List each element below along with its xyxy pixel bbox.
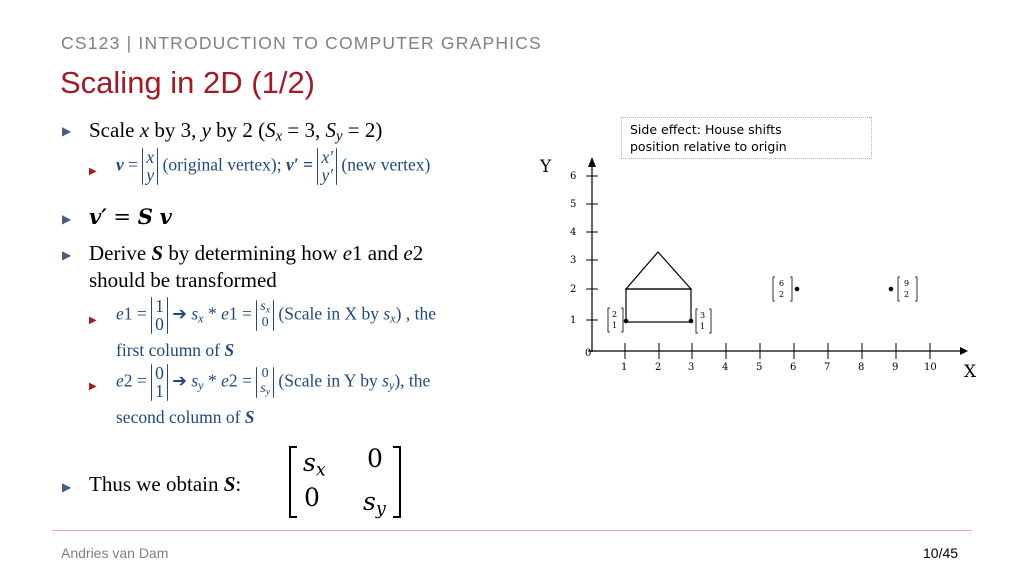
x-tick-label: 2 bbox=[655, 362, 662, 373]
y-axis-arrow bbox=[588, 157, 596, 167]
svg-text:2: 2 bbox=[904, 290, 910, 299]
point-2-1 bbox=[624, 319, 629, 324]
svg-text:9: 9 bbox=[904, 279, 910, 288]
sub-bullet-marker: ▶ bbox=[89, 315, 97, 326]
scaled-e2-vector: 0 $s_y$ bbox=[256, 367, 274, 397]
scaling-equation: v′ = S v bbox=[89, 204, 172, 229]
x-axis-label: X bbox=[964, 362, 977, 382]
y-ticks bbox=[570, 171, 598, 326]
result-text: Thus we obtain S: bbox=[89, 472, 242, 496]
point-label-6-2 bbox=[773, 277, 792, 301]
svg-text:1: 1 bbox=[700, 322, 706, 331]
bullet-marker: ▶ bbox=[62, 480, 72, 494]
sub-bullet-marker: ▶ bbox=[89, 166, 97, 177]
point-9-2 bbox=[889, 287, 894, 292]
point-label-9-2 bbox=[898, 277, 917, 301]
origin-label: 0 bbox=[585, 348, 592, 359]
sub-bullet-marker: ▶ bbox=[89, 381, 97, 392]
y-tick-label: 6 bbox=[570, 171, 577, 182]
point-label-3-1 bbox=[696, 309, 711, 333]
y-tick-label: 3 bbox=[570, 255, 577, 266]
e1-vector: 1 0 bbox=[151, 297, 168, 334]
x-tick-label: 9 bbox=[892, 362, 899, 373]
footer-divider bbox=[52, 530, 972, 531]
y-tick-label: 5 bbox=[570, 199, 577, 210]
x-tick-label: 7 bbox=[824, 362, 831, 373]
course-header: CS123 | INTRODUCTION TO COMPUTER GRAPHICS bbox=[61, 33, 542, 53]
vertex-vector: x y bbox=[142, 148, 158, 185]
e2-vector: 0 1 bbox=[151, 364, 168, 401]
arrow-right-icon: ➔ bbox=[172, 370, 187, 391]
svg-text:6: 6 bbox=[779, 279, 785, 288]
new-vertex-vector: x′ y′ bbox=[317, 148, 337, 185]
svg-text:2: 2 bbox=[779, 290, 785, 299]
y-tick-label: 2 bbox=[570, 284, 577, 295]
footer-author: Andries van Dam bbox=[61, 545, 169, 561]
x-tick-label: 6 bbox=[790, 362, 797, 373]
svg-text:1: 1 bbox=[612, 321, 618, 330]
e1-transform: e1 = 1 0 ➔ $s_x * e1$ = $s_x$ 0 (Scale in X by $s_x$) , the bbox=[116, 296, 436, 335]
x-axis-arrow bbox=[960, 347, 968, 355]
page-number: 10/45 bbox=[923, 545, 959, 561]
side-effect-note: Side effect: House shifts position relative to origin bbox=[621, 117, 872, 159]
derive-line-2: should be transformed bbox=[89, 268, 277, 292]
e2-transform: e2 = 0 1 ➔ $s_y * e2$ = 0 $s_y$ (Scale in Y by $s_y$), the bbox=[116, 363, 431, 402]
bullet-marker: ▶ bbox=[62, 248, 72, 262]
point-label-2-1 bbox=[608, 308, 623, 332]
matrix-entry-sy: $s_y$ bbox=[363, 487, 386, 520]
scaled-e1-vector: $s_x$ 0 bbox=[256, 300, 274, 330]
matrix-entry-0-top: 0 bbox=[367, 444, 383, 473]
y-tick-label: 4 bbox=[570, 227, 577, 238]
svg-text:2: 2 bbox=[612, 310, 618, 319]
matrix-entry-0-bottom: 0 bbox=[304, 483, 320, 512]
y-axis-label: Y bbox=[540, 157, 552, 177]
bullet-marker: ▶ bbox=[62, 124, 72, 138]
matrix-entry-sx: $s_x$ bbox=[303, 448, 326, 481]
point-6-2 bbox=[795, 287, 800, 292]
bullet-marker: ▶ bbox=[62, 212, 72, 226]
derive-line-1: Derive S by determining how e1 and e2 bbox=[89, 241, 424, 265]
svg-text:3: 3 bbox=[700, 311, 706, 320]
x-tick-label: 4 bbox=[722, 362, 729, 373]
x-tick-label: 5 bbox=[756, 362, 763, 373]
arrow-right-icon: ➔ bbox=[172, 303, 187, 324]
x-tick-label: 1 bbox=[621, 362, 628, 373]
x-tick-label: 10 bbox=[924, 362, 937, 373]
point-3-1 bbox=[689, 319, 694, 324]
y-tick-label: 1 bbox=[570, 315, 577, 326]
e2-transform-line-2: second column of S bbox=[116, 407, 255, 427]
bullet-scale: Scale x by 3, y by 2 ($S_x = 3$, $S_y = 2$) bbox=[89, 118, 383, 145]
house-shape bbox=[626, 252, 691, 322]
x-tick-label: 3 bbox=[688, 362, 695, 373]
x-tick-label: 8 bbox=[858, 362, 865, 373]
vertex-definition: v = x y (original vertex); v′ = x′ y′ (new vertex) bbox=[116, 147, 431, 186]
slide-title: Scaling in 2D (1/2) bbox=[60, 65, 316, 100]
x-ticks bbox=[621, 343, 937, 373]
e1-transform-line-2: first column of S bbox=[116, 340, 235, 360]
